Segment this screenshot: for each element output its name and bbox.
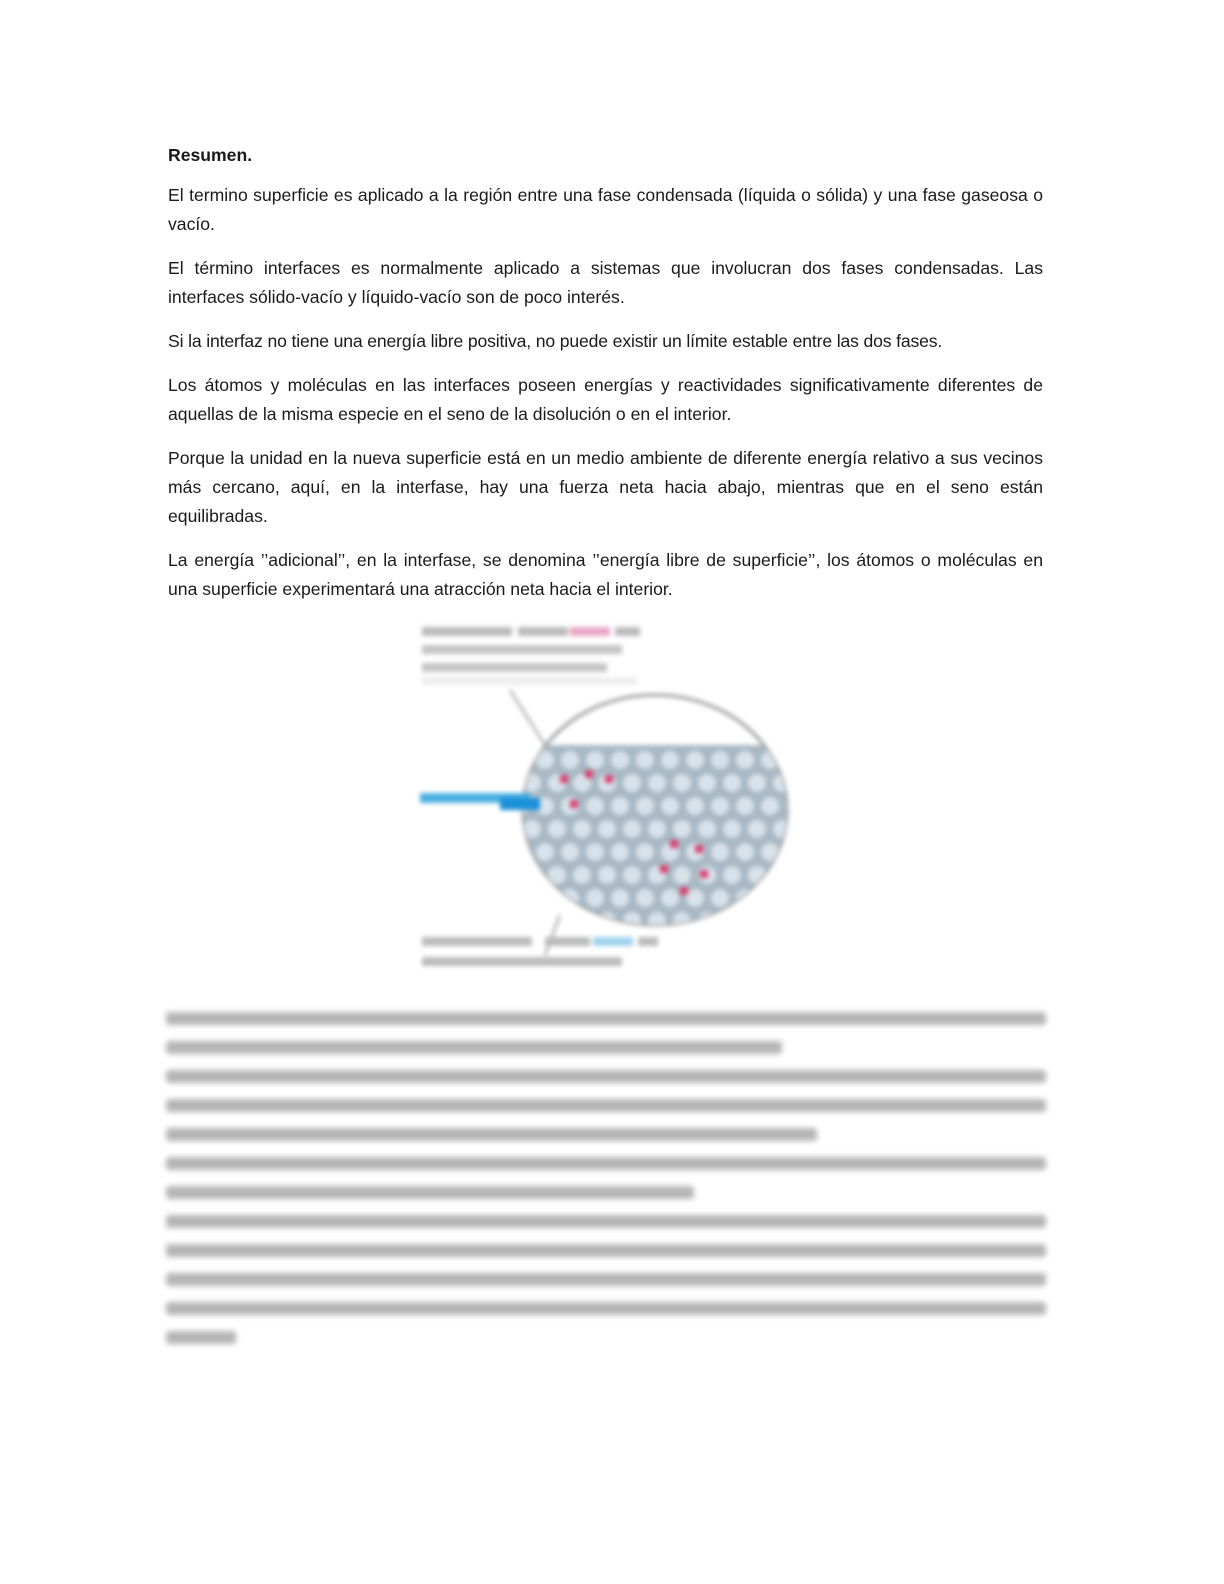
paragraph: Porque la unidad en la nueva superficie está en un medio ambiente de diferente energía relativo a sus vecinos más cercano, aquí, en la interfase, hay una fuerza neta hacia abajo, mientras que en el seno están equilibradas. [168, 448, 1043, 526]
document-body [168, 143, 1043, 619]
molecule [761, 797, 779, 815]
blurred-paragraph [166, 1012, 1046, 1054]
molecule [698, 774, 716, 792]
molecule [761, 889, 779, 907]
molecule [523, 912, 541, 930]
molecule [648, 912, 666, 930]
molecule [736, 797, 754, 815]
molecule [661, 751, 679, 769]
molecule [536, 889, 554, 907]
blurred-paragraph [166, 1215, 1046, 1344]
molecule [748, 820, 766, 838]
molecule [523, 866, 541, 884]
molecule [611, 797, 629, 815]
molecule [736, 889, 754, 907]
molecule [573, 866, 591, 884]
molecule [598, 912, 616, 930]
molecule [761, 751, 779, 769]
molecule [723, 774, 741, 792]
molecule [586, 751, 604, 769]
molecule [786, 889, 790, 907]
paragraph: Si la interfaz no tiene una energía libre positiva, no puede existir un límite estable entre las dos fases. [168, 331, 943, 351]
molecule [636, 797, 654, 815]
molecule [723, 866, 741, 884]
molecule [711, 889, 729, 907]
molecule [673, 820, 691, 838]
molecule [748, 912, 766, 930]
molecule [773, 912, 790, 930]
molecule [611, 751, 629, 769]
top-caption-blur [422, 627, 640, 685]
molecule [536, 843, 554, 861]
molecule [723, 820, 741, 838]
molecule [648, 820, 666, 838]
molecule [623, 912, 641, 930]
paragraph: El termino superficie es aplicado a la región entre una fase condensada (líquida o sólida) y una fase gaseosa o vacío. [168, 185, 1043, 234]
molecule [673, 774, 691, 792]
molecule [586, 843, 604, 861]
molecule [573, 820, 591, 838]
molecule [561, 751, 579, 769]
molecule [511, 843, 529, 861]
molecule [686, 797, 704, 815]
molecule [586, 797, 604, 815]
surface-molecules-figure [410, 615, 790, 985]
molecule [686, 751, 704, 769]
molecule [511, 751, 529, 769]
molecule [636, 843, 654, 861]
molecule [673, 866, 691, 884]
molecule [561, 843, 579, 861]
molecule [711, 751, 729, 769]
molecule [636, 889, 654, 907]
paragraph: La energía ’’adicional’’, en la interfase, se denomina ’’energía libre de superficie’’, los átomos o moléculas en una superficie experimentará una atracción neta hacia el interior. [168, 550, 1043, 599]
molecule [548, 820, 566, 838]
molecule [786, 843, 790, 861]
molecule [773, 866, 790, 884]
molecule [623, 820, 641, 838]
last-paragraph-wrapper [168, 546, 1043, 604]
molecule [611, 889, 629, 907]
blurred-content [166, 1012, 1046, 1360]
molecule [748, 774, 766, 792]
molecule [623, 774, 641, 792]
molecule [711, 797, 729, 815]
heading: Resumen. [168, 145, 253, 165]
molecule [511, 889, 529, 907]
molecule [673, 912, 691, 930]
molecule [598, 820, 616, 838]
molecule [598, 866, 616, 884]
molecule [736, 751, 754, 769]
molecule [573, 912, 591, 930]
paragraph: Los átomos y moléculas en las interfaces poseen energías y reactividades significativamente diferentes de aquellas de la misma especie en el seno de la disolución o en el interior. [168, 375, 1043, 424]
molecule [698, 820, 716, 838]
molecule [748, 866, 766, 884]
molecule [648, 774, 666, 792]
molecule [623, 866, 641, 884]
bottom-caption-blur [422, 937, 658, 966]
molecule [711, 843, 729, 861]
molecule [586, 889, 604, 907]
molecule [661, 889, 679, 907]
molecule [636, 751, 654, 769]
molecule [723, 912, 741, 930]
blurred-paragraph [166, 1070, 1046, 1141]
paragraph: El término interfaces es normalmente aplicado a sistemas que involucran dos fases condensadas. Las interfaces sólido-vacío y líquido-vacío son de poco interés. [168, 258, 1043, 307]
blurred-paragraph [166, 1157, 1046, 1199]
molecule [736, 843, 754, 861]
molecule [686, 889, 704, 907]
molecule [611, 843, 629, 861]
molecule [786, 751, 790, 769]
molecule [661, 797, 679, 815]
